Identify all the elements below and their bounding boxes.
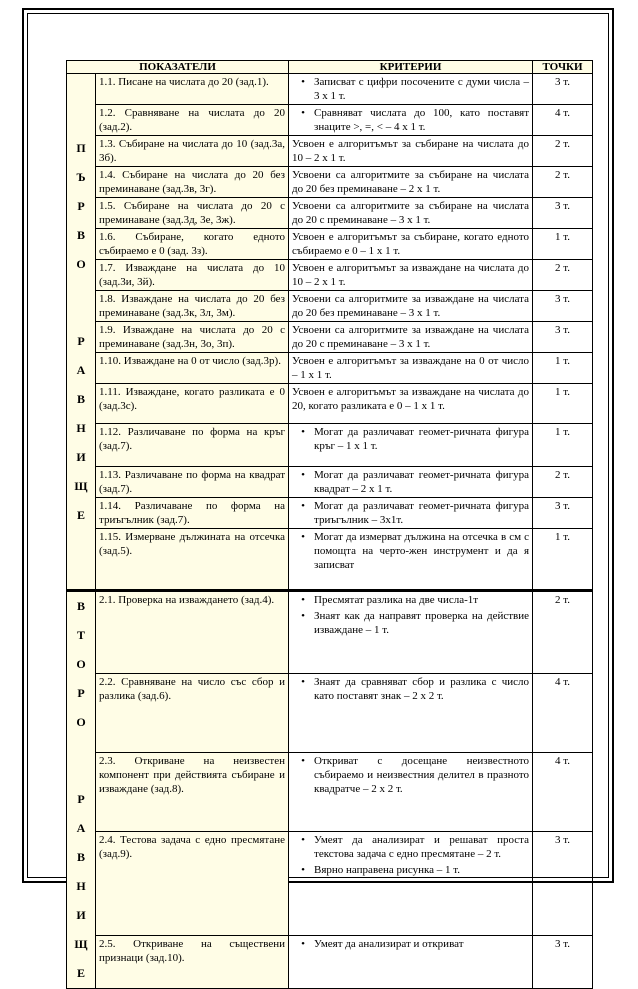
table-row [67,467,593,498]
indicator-cell: 1.6. Събиране, когато едното събираемо е 0 (зад. 3з). [96,229,289,260]
points-cell: 3 т. [533,198,593,229]
criteria-cell [289,591,533,674]
table-row [67,384,593,424]
criteria-cell [289,167,533,198]
bullet-icon: • [301,107,305,119]
points-cell: 4 т. [533,673,593,752]
criteria-cell [289,229,533,260]
criteria-text: Усвоен е алгоритъмът за събиране на числата до 10 – 2 х 1 т. [292,138,530,164]
indicator-cell: 1.8. Изваждане на числата до 20 без преминаване (зад.3к, 3л, 3м). [96,291,289,322]
criteria-text: Усвоен е алгоритъмът за изваждане на числата до 20, когато разликата е 0 – 1 х 1 т. [292,386,530,412]
table-row [67,291,593,322]
table-row [67,198,593,229]
section-letter: Р [77,198,85,213]
criteria-cell [289,498,533,529]
criteria-bullet-item [292,593,529,607]
section-letter: Е [76,507,85,522]
criteria-text: Могат да различават геомет-ричната фигура триъгълник – 3х1т. [314,500,530,526]
bullet-icon: • [301,754,305,767]
criteria-text: Откриват с досещане неизвестното събираемо и неизвестния делител в празното квадратче – 2 х 2 т. [314,754,530,795]
bullet-icon: • [301,531,305,543]
points-cell: 3 т. [533,832,593,935]
table-header-row [67,61,593,74]
section-letter: Щ [74,937,88,951]
criteria-cell [289,529,533,591]
points-cell: 4 т. [533,105,593,136]
section-letter: Р [77,333,85,348]
points-cell: 3 т. [533,291,593,322]
section-letter: О [76,715,86,729]
criteria-cell [289,260,533,291]
points-cell: 1 т. [533,353,593,384]
points-cell: 3 т. [533,74,593,105]
indicator-cell: 1.5. Събиране на числата до 20 с преминаване (зад.3д, 3е, 3ж). [96,198,289,229]
criteria-text: Умеят да анализират и решават проста текстова задача с едно пресмятане – 2 т. [314,834,530,861]
indicator-cell: 1.11. Изваждане, когато разликата е 0 (зад.3с). [96,384,289,424]
table-row [67,260,593,291]
table-row [67,136,593,167]
criteria-cell [289,935,533,988]
criteria-cell [289,353,533,384]
criteria-cell [289,467,533,498]
criteria-cell [289,673,533,752]
table-row [67,105,593,136]
section-letter: Н [76,420,86,435]
criteria-bullet-item [292,937,529,951]
criteria-cell [289,424,533,467]
section-letter: П [76,140,86,155]
bullet-icon: • [301,594,305,606]
section-letter: Н [76,879,86,893]
points-cell: 4 т. [533,752,593,831]
header-points: ТОЧКИ [533,61,593,74]
table-row [67,832,593,935]
points-cell: 2 т. [533,591,593,674]
criteria-cell [289,322,533,353]
indicator-cell: 1.10. Изваждане на 0 от число (зад.3р). [96,353,289,384]
criteria-bullet-item [292,499,529,527]
table-row [67,498,593,529]
indicator-cell: 1.14. Различаване по форма на триъгълник (зад.7). [96,498,289,529]
criteria-text: Усвоен е алгоритъмът за изваждане на числата до 10 – 2 х 1 т. [292,262,530,288]
bullet-icon: • [301,834,305,847]
assessment-table [66,60,593,989]
section-letter: В [76,850,85,864]
table-row [67,353,593,384]
criteria-text: Могат да различават геомет-ричната фигура кръг – 1 х 1 т. [314,426,530,452]
criteria-text: Знаят как да направят проверка на действие изваждане – 1 т. [314,610,530,636]
criteria-cell [289,74,533,105]
indicator-cell: 2.5. Откриване на съществени признаци (зад.10). [96,935,289,988]
bullet-icon: • [301,469,305,481]
header-criteria: КРИТЕРИИ [289,61,533,74]
criteria-text: Усвоени са алгоритмите за събиране на числата до 20 с преминаване – 3 х 1 т. [292,200,530,226]
points-cell: 1 т. [533,384,593,424]
criteria-cell [289,136,533,167]
criteria-text: Пресмятат разлика на две числа-1т [314,594,479,606]
criteria-text: Вярно направена рисунка – 1 т. [314,864,461,877]
table-row [67,673,593,752]
bullet-icon: • [301,500,305,512]
section-letter: И [76,449,86,464]
criteria-cell [289,832,533,935]
indicator-cell: 1.13. Различаване по форма на квадрат (зад.7). [96,467,289,498]
criteria-cell [289,105,533,136]
criteria-text: Усвоени са алгоритмите за изваждане на числата до 20 с преминаване – 3 х 1 т. [292,324,530,350]
bullet-icon: • [301,76,305,88]
criteria-cell [289,752,533,831]
criteria-bullet-item [292,754,529,796]
section-letter: Ъ [76,169,86,184]
points-cell: 1 т. [533,424,593,467]
table-row [67,591,593,674]
indicator-cell: 1.15. Измерване дължината на отсечка (зад.5). [96,529,289,591]
points-cell: 3 т. [533,935,593,988]
section-letter: Е [76,966,85,980]
points-cell: 2 т. [533,167,593,198]
table-row [67,529,593,591]
indicator-cell: 1.3. Събиране на числата до 10 (зад.3а, 3б). [96,136,289,167]
bullet-icon: • [301,675,305,688]
criteria-bullet-item [292,106,529,134]
criteria-text: Могат да измерват дължина на отсечка в см с помощта на черто-жен инструмент и да я записват [314,531,530,571]
criteria-cell [289,198,533,229]
criteria-bullet-item [292,609,529,637]
section-letter: В [76,599,85,613]
criteria-text: Записват с цифри посочените с думи числа – 3 х 1 т. [314,76,530,102]
table-row [67,74,593,105]
section-letter: Р [77,792,85,806]
points-cell: 2 т. [533,260,593,291]
bullet-icon: • [301,864,305,877]
indicator-cell: 2.4. Тестова задача с едно пресмятане (зад.9). [96,832,289,935]
table-row [67,935,593,988]
points-cell: 1 т. [533,229,593,260]
section-letter: И [76,908,86,922]
points-cell: 3 т. [533,498,593,529]
bullet-icon: • [301,426,305,438]
points-cell: 1 т. [533,529,593,591]
section-letter: В [76,391,85,406]
indicator-cell: 1.1. Писане на числата до 20 (зад.1). [96,74,289,105]
bullet-icon: • [301,937,305,950]
indicator-cell: 1.12. Различаване по форма на кръг (зад.7). [96,424,289,467]
criteria-bullet-item [292,75,529,103]
section-letter: О [76,657,86,671]
criteria-text: Усвоен е алгоритъмът за събиране, когато едното събираемо е 0 – 1 х 1 т. [292,231,530,257]
indicator-cell: 2.1. Проверка на изваждането (зад.4). [96,591,289,674]
table-row [67,167,593,198]
criteria-bullet-item [292,468,529,496]
criteria-bullet-item [292,675,529,703]
section-letter: Р [77,686,85,700]
criteria-bullet-item [292,530,529,572]
header-indicators: ПОКАЗАТЕЛИ [67,61,289,74]
criteria-text: Сравняват числата до 100, като поставят знаците >, =, < – 4 х 1 т. [314,107,530,133]
points-cell: 3 т. [533,322,593,353]
section-letter: А [76,821,86,835]
criteria-bullet-item [292,863,529,877]
section1-label [67,74,96,591]
criteria-text: Усвоени са алгоритмите за изваждане на числата до 20 без преминаване – 3 х 1 т. [292,293,530,319]
points-cell: 2 т. [533,136,593,167]
table-row [67,229,593,260]
points-cell: 2 т. [533,467,593,498]
criteria-text: Усвоени са алгоритмите за събиране на числата до 20 без преминаване – 2 х 1 т. [292,169,530,195]
section-letter: Щ [74,478,88,493]
section2-label [67,591,96,989]
indicator-cell: 1.2. Сравняване на числата до 20 (зад.2). [96,105,289,136]
indicator-cell: 1.7. Изваждане на числата до 10 (зад.3и, 3й). [96,260,289,291]
bullet-icon: • [301,610,305,622]
criteria-text: Умеят да анализират и откриват [314,937,464,950]
section-letter: А [76,362,86,377]
criteria-cell [289,291,533,322]
table-row [67,752,593,831]
criteria-bullet-item [292,425,529,453]
criteria-text: Знаят да сравняват сбор и разлика с число като поставят знак – 2 х 2 т. [314,675,530,702]
table-row [67,424,593,467]
section-letter: О [76,256,86,271]
criteria-cell [289,384,533,424]
table-row [67,322,593,353]
criteria-text: Усвоен е алгоритъмът за изваждане на 0 от число – 1 х 1 т. [292,355,530,381]
section-letter: Т [76,628,85,642]
indicator-cell: 2.3. Откриване на неизвестен компонент при действията събиране и изваждане (зад.8). [96,752,289,831]
criteria-bullet-item [292,833,529,861]
criteria-text: Могат да различават геомет-ричната фигура квадрат – 2 х 1 т. [314,469,530,495]
indicator-cell: 1.9. Изваждане на числата до 20 с преминаване (зад.3н, 3о, 3п). [96,322,289,353]
indicator-cell: 1.4. Събиране на числата до 20 без преминаване (зад.3в, 3г). [96,167,289,198]
indicator-cell: 2.2. Сравняване на число със сбор и разлика (зад.6). [96,673,289,752]
section-letter: В [76,227,85,242]
